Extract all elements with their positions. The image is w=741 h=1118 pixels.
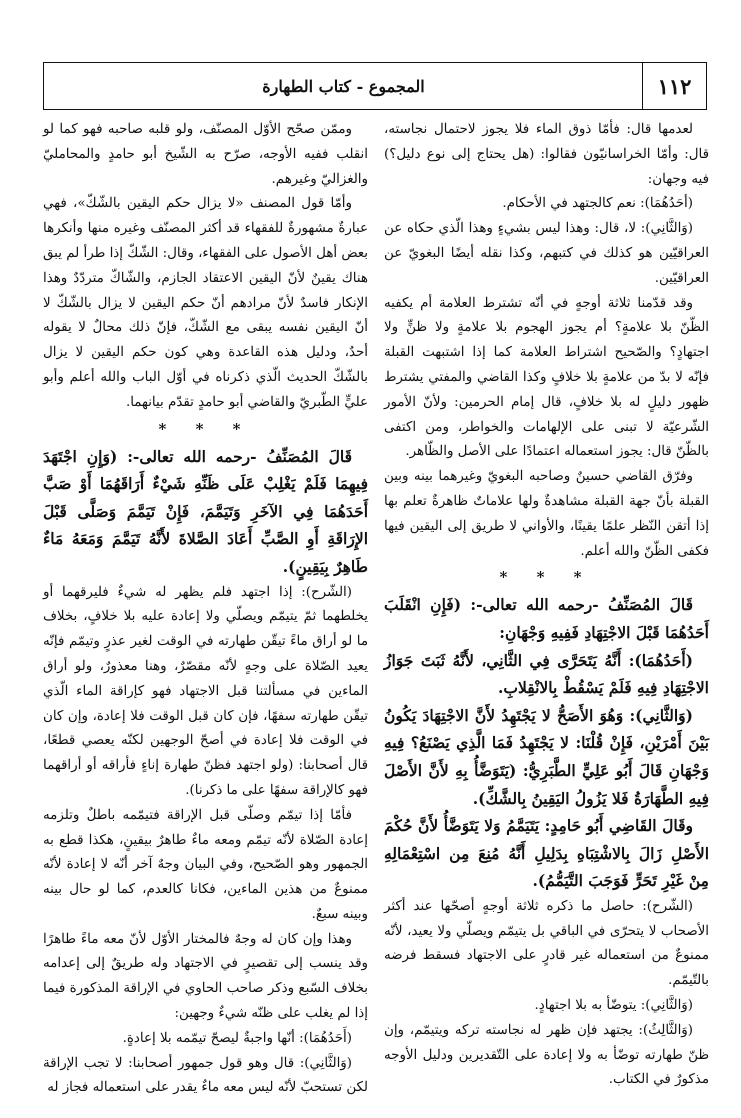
matn-paragraph: وقَالَ القَاضِي أَبُو حَامِدٍ: يَتَيَمَّمُ وَلا يَتَوَضَّأُ لأَنَّ حُكْمَ الأَصْلِ زَالَ بِالاشْتِبَاهِ بِدَلِيلِ أَنَّهُ مُنِعَ مِن اسْتِعْمَالِهِ مِنْ غَيْرِ تَحَرٍّ فَوَجَبَ التَّيَمُّمُ). bbox=[384, 816, 709, 891]
right-column bbox=[384, 118, 709, 1093]
commentary-paragraph: (أحَدُهُمَا): نعم كالجتهد في الأحكام. bbox=[502, 196, 693, 212]
commentary-paragraph: وممّن صحّح الأوّل المصنّف، ولو قلبه صاحبه فهو كما لو انقلب ففيه الأوجه، صرّح به الشّيخ أبو حامدٍ والمحامليّ والغزاليّ وغيرهم. bbox=[43, 122, 368, 187]
left-column bbox=[43, 118, 368, 1101]
page-header bbox=[43, 62, 707, 110]
matn-paragraph: (أَحَدُهُمَا): أَنَّهُ يَتَحَرَّى فِي الثَّانِي، لأَنَّهُ ثَبَتَ جَوَازُ الاجْتِهَادِ فِيهِ فَلَمْ يَسْقُطْ بِالانْقِلابِ. bbox=[384, 650, 709, 698]
commentary-paragraph: (وَالثَّالِثُ): يجتهد فإن ظهر له نجاسته تركه ويتيمّم، وإن ظنّ طهارته توضّأ به ولا إعادة على التّقديرين ودليل الأوجه مذكورٌ في الكتاب. bbox=[384, 1022, 709, 1088]
section-divider-stars: * * * bbox=[158, 419, 253, 438]
section-divider-stars: * * * bbox=[499, 568, 594, 587]
commentary-paragraph: وفرّق القاضي حسينٌ وصاحبه البغويّ وغيرهما بينه وبين القبلة بأنّ جهة القبلة مشاهدةٌ ولها علاماتٌ ظاهرةٌ تعلم بها إذا أتقن النّظر علمًا يقينًا، والأواني لا طريق إلى اليقين فيها فكفى الظّنّ والله أعلم. bbox=[384, 469, 709, 559]
matn-paragraph: (وَالثَّانِي): وَهُوَ الأَصَحُّ لا يَجْتَهِدُ لأَنَّ الاجْتِهَادَ يَكُونُ بَيْنَ أَمْرَيْنِ، فَإِنْ قُلْنَا: لا يَجْتَهِدُ فَمَا الَّذِي يَصْنَعُ؟ فِيهِ وَجْهَانِ قَالَ أَبُو عَلِيٍّ الطَّبَرِيُّ: (يَتَوَضَّأُ بِهِ لأَنَّ الأَصْلَ فِيهِ الطَّهَارَةُ فَلا يَزُولُ اليَقِينُ بِالشَّكِّ). bbox=[384, 705, 709, 808]
commentary-paragraph: (وَالثَّانِي): لا، قال: وهذا ليس بشيءٍ وهذا الّذي حكاه عن العراقيّين هو كذلك في كتبهم، وكذا نقله أيضًا البغويّ عن العراقيّين. bbox=[384, 221, 709, 286]
commentary-paragraph: (وَالثَّانِي): يتوضّأ به بلا اجتهادٍ. bbox=[534, 998, 693, 1014]
commentary-paragraph: (وَالثَّانِي): قال وهو قول جمهور أصحابنا: لا تجب الإراقة لكن تستحبّ لأنّه ليس معه ماءٌ يقدر على استعماله فجاز له bbox=[43, 1055, 368, 1096]
commentary-paragraph: فأمّا إذا تيمّم وصلّى قبل الإراقة فتيمّمه باطلٌ وتلزمه إعادة الصّلاة لأنّه تيمّم ومعه ماءٌ طاهرٌ بيقينٍ، هكذا قطع به الجمهور وهو الصّحيح، وفي البيان وجهٌ آخر أنّه لا إعادة لأنّه ممنوعٌ من هذين الماءين، فكانا كالعدم، كما لو حال بينه وبينه سبعٌ. bbox=[43, 807, 368, 922]
running-title: المجموع - كتاب الطهارة bbox=[262, 76, 425, 96]
commentary-paragraph: (أَحَدُهُمَا): أنّها واجبةٌ ليصحّ تيمّمه بلا إعادةٍ. bbox=[122, 1030, 352, 1046]
commentary-paragraph: (الشّرح): إذا اجتهد فلم يظهر له شيءٌ فليرقهما أو يخلطهما ثمّ يتيمّم ويصلّي ولا إعادة عليه بلا خلافٍ، بخلاف ما لو أراق ماءً تيقّن طهارته في الوقت لغير عذرٍ وتيمّم فإنّه يعيد الصّلاة على وجهٍ لأنّه مقصّرٌ، وهنا معذورٌ، ولو أراق الماءين في مسألتنا قبل الاجتهاد فهو كإراقة الماء الّذي تيقّن طهارته سفهًا، فإن كان قبل الوقت فلا إعادة، وإن كان في الوقت فلا إعادة في أصحّ الوجهين لكنّه يعصي قطعًا، قال أصحابنا: (ولو اجتهد فظنّ طهارة إناءٍ فأراقه أو أراقهما فهو كالإراقة سفهًا على ما ذكرنا). bbox=[43, 584, 368, 798]
matn-paragraph: قَالَ المُصَنِّفُ -رحمه الله تعالى-: (فَإِنِ انْقَلَبَ أَحَدُهُمَا قَبْلَ الاجْتِهَادِ فَفِيهِ وَجْهَانِ: bbox=[384, 595, 709, 642]
commentary-paragraph: وقد قدّمنا ثلاثة أوجهٍ في أنّه تشترط العلامة أم يكفيه الظّنّ بلا علامةٍ؟ أم يجوز الهجوم بلا علامةٍ ولا ظنٍّ ولا اجتهادٍ؟ والصّحيح اشتراط العلامة كما إذا اشتبهت القبلة فإنّه لا بدّ من علامةٍ بلا خلافٍ وكذا القاضي والمفتي يشترط ظهور دليلٍ له بلا خلافٍ، قال إمام الحرمين: ولأنّ الأمور الشّرعيّة لا تبنى على الإلهامات والخواطر، ومن اكتفى بالظّنّ قال: يجوز استعماله اعتمادًا على الأصل والظّاهر. bbox=[384, 295, 709, 460]
commentary-paragraph: وهذا وإن كان له وجهٌ فالمختار الأوّل لأنّ معه ماءً طاهرًا وقد ينسب إلى تقصيرٍ في الاجتهاد وله طريقٌ إلى إعدامه بخلاف السّبع وذكر صاحب الحاوي في الإراقة المذكورة فيما إذا لم يغلب على ظنّه شيءٌ وجهين: bbox=[43, 931, 368, 1022]
commentary-paragraph: وأمّا قول المصنف «لا يزال حكم اليقين بالشّكّ»، فهي عبارةٌ مشهورةٌ للفقهاء قد أكثر المصنّف وغيره منها وأنكرها بعض أهل الأصول على الفقهاء، وقال: الشّكّ إذا طرأ لم يبق هناك يقينٌ لأنّ اليقين الاعتقاد الجازم، والشّاكّ متردّدٌ وهذا الإنكار فاسدٌ لأنّ مرادهم أنّ حكم اليقين لا يزال بالشّكّ لا أنّ اليقين نفسه يبقى مع الشّكّ، فإنّ ذلك محالٌ لا يقوله أحدٌ، ودليل هذه القاعدة وهي كون حكم اليقين لا يزال بالشّكّ الحديث الّذي ذكرناه في أوّل الباب والله أعلم وأبو عليٍّ الطّبريّ والقاضي أبو حامدٍ تقدّم بيانهما. bbox=[43, 196, 368, 410]
page-number: ١١٢ bbox=[642, 63, 706, 109]
commentary-paragraph: (الشّرح): حاصل ما ذكره ثلاثة أوجهٍ أصحّها عند أكثر الأصحاب لا يتحرّى في الباقي بل يتيمّم ويصلّي ولا يعيد، لأنّه ممنوعٌ من استعماله غير قادرٍ على الاجتهاد فسقط فرضه بالتّيمّم. bbox=[384, 898, 709, 989]
matn-paragraph: قَالَ المُصَنِّفُ -رحمه الله تعالى-: (وَإِنِ اجْتَهَدَ فِيهِمَا فَلَمْ يَغْلِبْ عَلَى ظَنِّهِ شَيْءٌ أَرَاقَهُمَا أَوْ صَبَّ أَحَدَهُمَا فِي الآخَرِ وَتَيَمَّمَ، فَإِنْ تَيَمَّمَ وَصَلَّى قَبْلَ الإِرَاقَةِ أَوِ الصَّبِّ أَعَادَ الصَّلاةَ لأَنَّهُ تَيَمَّمَ وَمَعَهُ مَاءٌ طَاهِرٌ بِيَقِينٍ). bbox=[43, 446, 368, 576]
commentary-paragraph: لعدمها قال: فأمّا ذوق الماء فلا يجوز لاحتمال نجاسته، قال: وأمّا الخراسانيّون فقالوا: (هل يحتاج إلى نوع دليل؟) فيه وجهان: bbox=[384, 122, 709, 187]
